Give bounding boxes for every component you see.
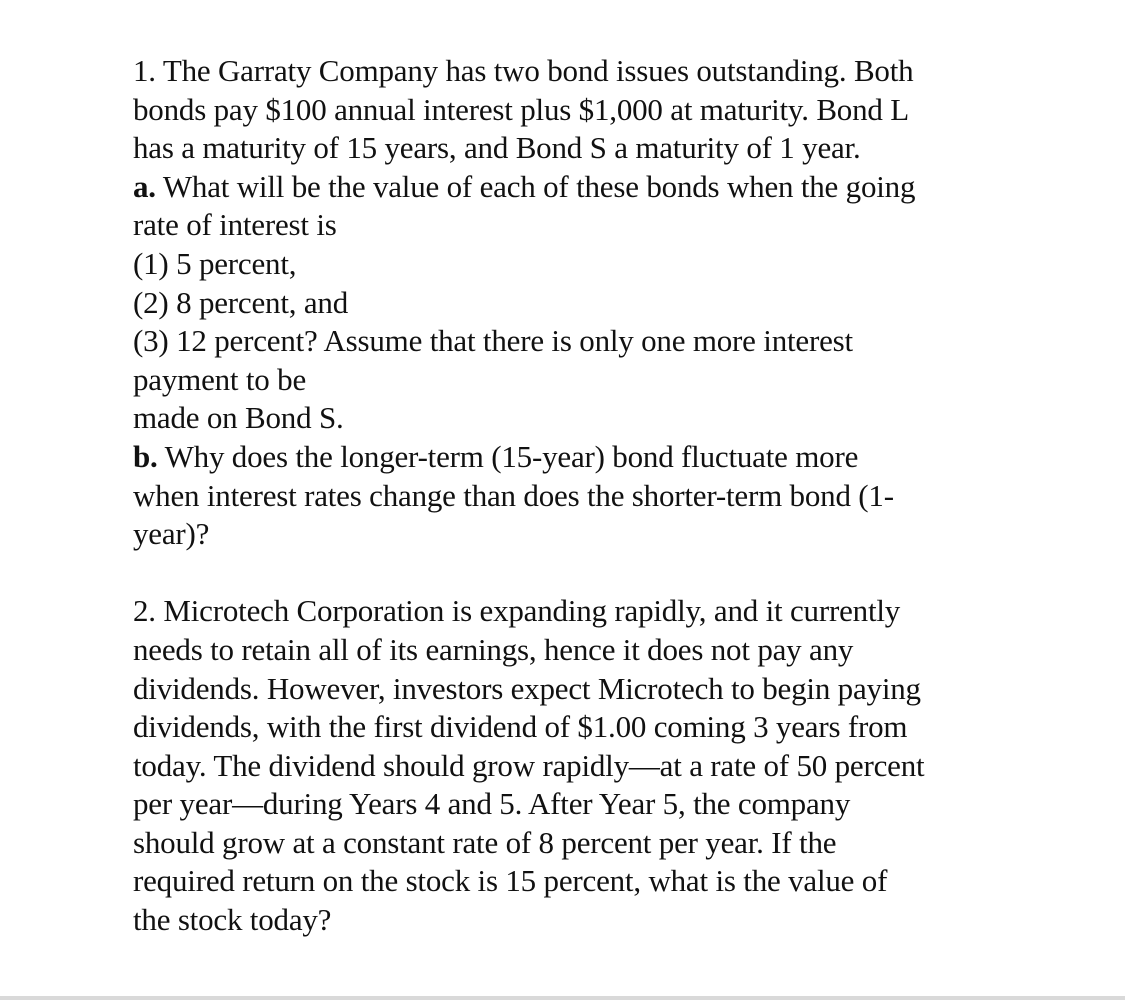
q2-line: the stock today? [133, 902, 332, 938]
q1-part-a-line: (3) 12 percent? Assume that there is only one more interest [133, 323, 853, 359]
q1-part-a-line: made on Bond S. [133, 400, 344, 436]
q1-part-a-line: payment to be [133, 361, 307, 397]
q1-intro-line: 1. The Garraty Company has two bond issues outstanding. Both [133, 53, 914, 88]
q2-line: today. The dividend should grow rapidly—at a rate of 50 percent [133, 747, 925, 783]
q1-part-a-line: (1) 5 percent, [133, 245, 297, 281]
q1-part-a-line: rate of interest is [133, 207, 337, 243]
q2-line: per year—during Years 4 and 5. After Year 5, the company [133, 786, 851, 822]
q1-intro-line: has a maturity of 15 years, and Bond S a maturity of 1 year. [133, 130, 861, 166]
q2-line: should grow at a constant rate of 8 percent per year. If the [133, 824, 837, 860]
part-b-label: b. [133, 438, 158, 474]
q1-part-a-heading-line [133, 168, 1033, 207]
page-bottom-border [0, 996, 1125, 1000]
q2-line: needs to retain all of its earnings, hence it does not pay any [133, 631, 854, 667]
part-b-text: Why does the longer-term (15-year) bond fluctuate more [157, 438, 859, 474]
part-a-text: What will be the value of each of these bonds when the going [155, 168, 916, 204]
q1-part-b-line: year)? [133, 516, 210, 552]
document-text [133, 52, 1033, 940]
q1-part-b-line: when interest rates change than does the shorter-term bond (1- [133, 477, 894, 513]
q1-part-a-line: (2) 8 percent, and [133, 284, 349, 320]
q1-intro-line: bonds pay $100 annual interest plus $1,000 at maturity. Bond L [133, 91, 909, 127]
q2-line: dividends, with the first dividend of $1.00 coming 3 years from [133, 709, 908, 745]
part-a-label: a. [133, 168, 156, 204]
q2-line: dividends. However, investors expect Microtech to begin paying [133, 670, 921, 706]
q2-line: 2. Microtech Corporation is expanding rapidly, and it currently [133, 593, 901, 629]
q2-line: required return on the stock is 15 percent, what is the value of [133, 863, 888, 899]
paragraph-spacer [133, 554, 1033, 593]
q1-part-b-heading-line [133, 438, 1033, 477]
